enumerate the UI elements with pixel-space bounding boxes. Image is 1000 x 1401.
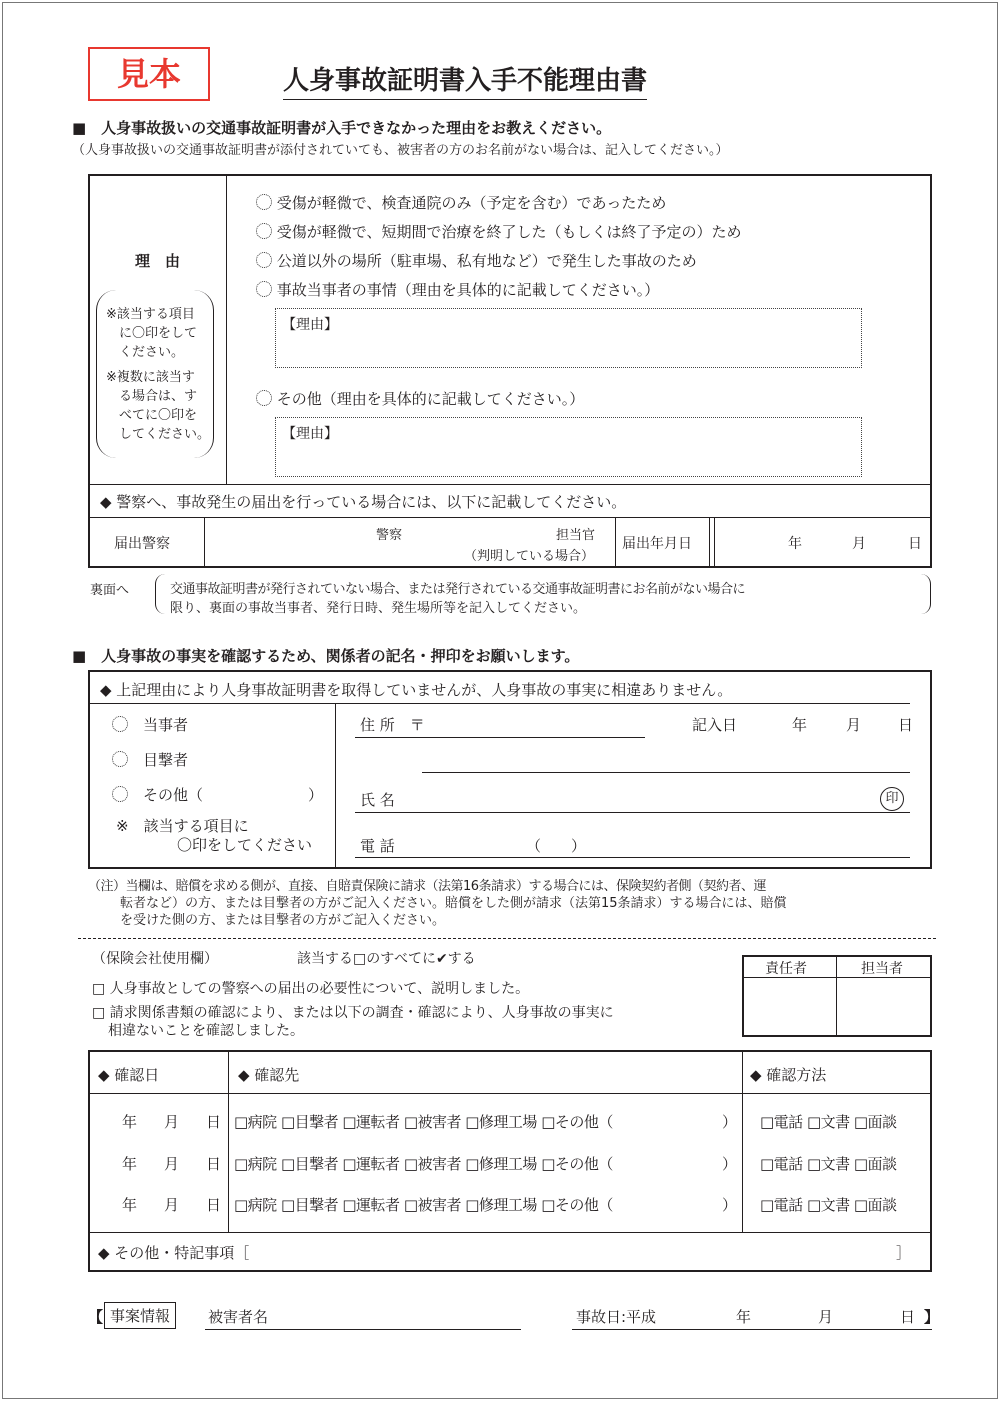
accident-month[interactable]: 月 <box>818 1308 834 1326</box>
report-month[interactable]: 月 <box>852 536 866 552</box>
phone-paren[interactable]: （ ） <box>526 837 587 855</box>
roles-note-2: 〇印をしてください <box>177 836 313 854</box>
confirm-row-3-methods[interactable]: □電話 □文書 □面談 <box>760 1196 897 1214</box>
reason-option-other[interactable]: その他（理由を具体的に記載してください。） <box>256 388 584 409</box>
report-day[interactable]: 日 <box>908 536 922 552</box>
case-info-label: 事案情報 <box>104 1302 176 1329</box>
footer-open-bracket: 【 <box>88 1308 104 1326</box>
dashed-divider <box>78 938 936 939</box>
role-other[interactable]: その他（ ） <box>112 784 323 805</box>
confirm-row-3-month[interactable]: 月 <box>164 1196 180 1214</box>
officer-label[interactable]: 担当官 <box>556 528 596 543</box>
role-witness[interactable]: 目撃者 <box>112 749 188 770</box>
police-heading: ◆ 警察へ、事故発生の届出を行っている場合には、以下に記載してください。 <box>100 493 627 511</box>
other-reason-text-box[interactable] <box>275 417 862 477</box>
phone-label: 電 話 <box>360 837 395 855</box>
insurer-check-2a[interactable]: □ 請求関係書類の確認により、または以下の調査・確認により、人身事故の事実に <box>92 1005 614 1021</box>
confirm-row-1-methods[interactable]: □電話 □文書 □面談 <box>760 1113 897 1131</box>
confirm-row-1-close: ） <box>722 1113 738 1131</box>
report-date-label: 届出年月日 <box>622 536 692 552</box>
confirm-row-1-month[interactable]: 月 <box>164 1113 180 1131</box>
report-year[interactable]: 年 <box>788 536 802 552</box>
other-notes-label[interactable]: ◆ その他・特記事項［ <box>98 1244 250 1262</box>
officer-note: （判明している場合） <box>464 549 595 564</box>
confirm-target-header: ◆ 確認先 <box>238 1066 300 1084</box>
confirm-row-2-month[interactable]: 月 <box>164 1155 180 1173</box>
entry-date-label: 記入日 <box>692 716 738 734</box>
accident-year[interactable]: 年 <box>736 1308 752 1326</box>
page-title: 人身事故証明書入手不能理由書 <box>283 60 647 100</box>
victim-name-label: 被害者名 <box>208 1308 269 1326</box>
section1-note: （人身事故扱いの交通事故証明書が添付されていても、被害者の方のお名前がない場合は、記入してください。） <box>72 143 729 158</box>
roles-note-1: ※ 該当する項目に <box>116 817 249 835</box>
back-bracket-left <box>155 574 166 614</box>
confirm-row-2-day[interactable]: 日 <box>206 1155 222 1173</box>
section1-heading: ■ 人身事故扱いの交通事故証明書が入手できなかった理由をお教えください。 <box>72 119 612 137</box>
address-line-2[interactable] <box>422 772 910 773</box>
accident-date-line[interactable] <box>572 1329 932 1330</box>
role-circle-icon[interactable] <box>112 751 128 767</box>
option-circle-icon[interactable] <box>256 194 272 210</box>
option-circle-icon[interactable] <box>256 223 272 239</box>
option-circle-icon[interactable] <box>256 281 272 297</box>
police-label: 届出警察 <box>114 536 170 552</box>
confirm-method-header: ◆ 確認方法 <box>750 1066 827 1084</box>
role-party[interactable]: 当事者 <box>112 714 188 735</box>
confirm-row-3-close: ） <box>722 1196 738 1214</box>
back-text-1: 交通事故証明書が発行されていない場合、または発行されている交通事故証明書にお名前がない場合に <box>170 582 746 597</box>
reason-text-box[interactable] <box>275 308 862 368</box>
reason-label: 理 由 <box>135 252 181 270</box>
footnote-3: を受けた側の方、または目撃者の方がご記入ください。 <box>120 913 446 928</box>
address-label: 住 所 〒 <box>360 716 425 734</box>
reason-option-3[interactable]: 公道以外の場所（駐車場、私有地など）で発生した事故のため <box>256 250 697 271</box>
section2-heading: ■ 人身事故の事実を確認するため、関係者の記名・押印をお願いします。 <box>72 647 580 665</box>
option-circle-icon[interactable] <box>256 390 272 406</box>
accident-day[interactable]: 日 <box>900 1308 916 1326</box>
insurer-check-1[interactable]: □ 人身事故としての警察への届出の必要性について、説明しました。 <box>92 981 530 997</box>
insurer-check-2b: 相違ないことを確認しました。 <box>108 1023 304 1039</box>
confirm-row-2-close: ） <box>722 1155 738 1173</box>
back-bracket-right <box>920 574 931 614</box>
name-label: 氏 名 <box>360 791 395 809</box>
accident-date-label: 事故日:平成 <box>576 1308 657 1326</box>
staff-label: 担当者 <box>861 961 903 977</box>
entry-day[interactable]: 日 <box>898 716 914 734</box>
other-box-label: 【理由】 <box>282 426 338 442</box>
phone-line[interactable] <box>355 857 910 858</box>
entry-year[interactable]: 年 <box>792 716 808 734</box>
side-note-1: ※該当する項目 に〇印をして ください。 <box>106 307 198 360</box>
insurer-instruction: 該当する□のすべてに✔する <box>297 951 476 967</box>
reason-box-label: 【理由】 <box>282 317 338 333</box>
back-label: 裏面へ <box>90 583 130 598</box>
option-circle-icon[interactable] <box>256 252 272 268</box>
side-note-2: ※複数に該当す る場合は、す べてに〇印を してください。 <box>106 370 211 442</box>
confirm-row-1-year[interactable]: 年 <box>122 1113 138 1131</box>
footnote-1: （注）当欄は、賠償を求める側が、直接、自賠責保険に請求（法第16条請求）する場合には、保険契約者側（契約者、運 <box>88 879 767 894</box>
witness-statement: ◆ 上記理由により人身事故証明書を取得していませんが、人身事故の事実に相違ありません。 <box>100 681 733 699</box>
confirm-row-1-day[interactable]: 日 <box>206 1113 222 1131</box>
role-circle-icon[interactable] <box>112 786 128 802</box>
confirm-row-2-year[interactable]: 年 <box>122 1155 138 1173</box>
confirm-row-2-methods[interactable]: □電話 □文書 □面談 <box>760 1155 897 1173</box>
back-text-2: 限り、裏面の事故当事者、発行日時、発生場所等を記入してください。 <box>170 601 587 616</box>
role-circle-icon[interactable] <box>112 716 128 732</box>
footnote-2: 転者など）の方、または目撃者の方がご記入ください。賠償をした側が請求（法第15条請求）する場合には、賠償 <box>120 896 787 911</box>
address-line[interactable] <box>355 737 645 738</box>
reason-option-2[interactable]: 受傷が軽微で、短期間で治療を終了した（もしくは終了予定の）ため <box>256 221 742 242</box>
other-notes-close: ］ <box>896 1244 912 1262</box>
insurer-label: （保険会社使用欄） <box>92 951 218 967</box>
reason-option-4[interactable]: 事故当事者の事情（理由を具体的に記載してください。） <box>256 279 659 300</box>
entry-month[interactable]: 月 <box>846 716 862 734</box>
sample-stamp: 見本 <box>88 47 210 101</box>
reason-option-1[interactable]: 受傷が軽微で、検査通院のみ（予定を含む）であったため <box>256 192 666 213</box>
responsible-label: 責任者 <box>765 961 807 977</box>
confirm-row-3-year[interactable]: 年 <box>122 1196 138 1214</box>
confirm-date-header: ◆ 確認日 <box>98 1066 160 1084</box>
confirm-row-2-targets[interactable]: □病院 □目撃者 □運転者 □被害者 □修理工場 □その他（ <box>234 1155 613 1173</box>
police-suffix[interactable]: 警察 <box>376 528 403 543</box>
responsible-stamp-area[interactable] <box>746 980 834 1034</box>
seal-icon: 印 <box>880 787 904 811</box>
name-line[interactable] <box>355 812 910 813</box>
confirm-row-1-targets[interactable]: □病院 □目撃者 □運転者 □被害者 □修理工場 □その他（ <box>234 1113 613 1131</box>
victim-name-line[interactable] <box>205 1329 521 1330</box>
confirm-row-3-targets[interactable]: □病院 □目撃者 □運転者 □被害者 □修理工場 □その他（ <box>234 1196 613 1214</box>
footer-close-bracket: 】 <box>924 1308 940 1326</box>
staff-stamp-area[interactable] <box>839 980 929 1034</box>
confirm-row-3-day[interactable]: 日 <box>206 1196 222 1214</box>
